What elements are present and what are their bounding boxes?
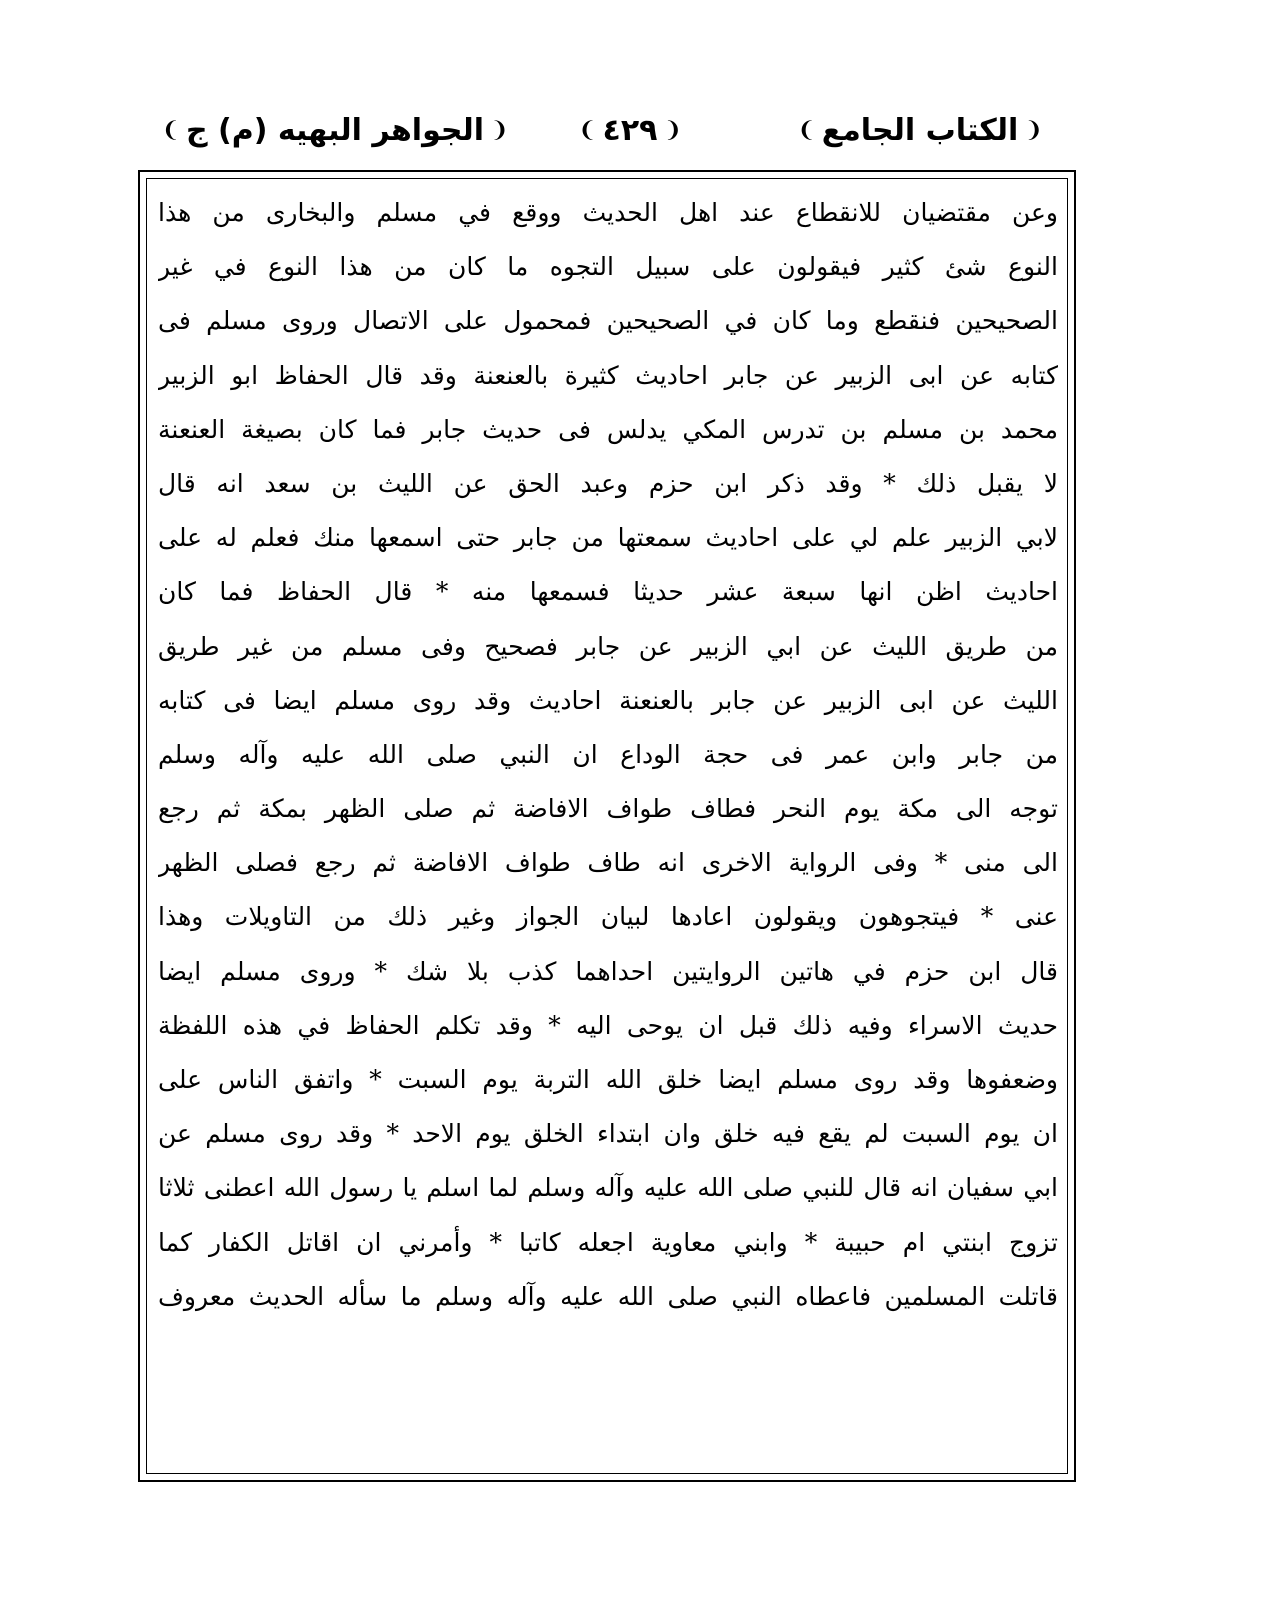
- text-line: محمد بن مسلم بن تدرس المكي يدلس فى حديث جابر فما كان بصيغة العنعنة: [158, 414, 1058, 444]
- text-line: الى منى * وفى الرواية الاخرى انه طاف طواف الافاضة ثم رجع فصلى الظهر: [158, 848, 1058, 878]
- text-line: توجه الى مكة يوم النحر فطاف طواف الافاضة ثم صلى الظهر بمكة ثم رجع: [158, 794, 1058, 824]
- text-line: كتابه عن ابى الزبير عن جابر احاديث كثيرة بالعنعنة وقد قال الحفاظ ابو الزبير: [158, 360, 1058, 390]
- text-line: وعن مقتضيان للانقطاع عند اهل الحديث ووقع في مسلم والبخارى من هذا: [158, 198, 1058, 227]
- page-number: ٤٢٩: [602, 112, 658, 148]
- body-text: [158, 186, 1058, 1466]
- chapter-title: الكتاب الجامع: [821, 112, 1019, 148]
- text-line: من جابر وابن عمر فى حجة الوداع ان النبي صلى الله عليه وآله وسلم: [158, 739, 1058, 769]
- ornament-icon: ❩: [161, 117, 180, 143]
- text-line: من طريق الليث عن ابي الزبير عن جابر فصحيح وفى مسلم من غير طريق: [158, 631, 1058, 661]
- text-line: النوع شئ كثير فيقولون على سبيل التجوه ما كان من هذا النوع في غير: [158, 252, 1058, 282]
- text-line: الصحيحين فنقطع وما كان في الصحيحين فمحمول على الاتصال وروى مسلم فى: [158, 306, 1058, 336]
- running-head-center: [560, 100, 700, 160]
- text-line: لا يقبل ذلك * وقد ذكر ابن حزم وعبد الحق عن الليث بن سعد انه قال: [158, 468, 1058, 498]
- text-line: حديث الاسراء وفيه ذلك قبل ان يوحى اليه * وقد تكلم الحفاظ في هذه اللفظة: [158, 1010, 1058, 1040]
- ornament-icon: ❩: [797, 117, 816, 143]
- ornament-icon: ❨: [1024, 117, 1043, 143]
- book-title: الجواهر البهيه (م) ج: [185, 112, 485, 148]
- text-line: الليث عن ابى الزبير عن جابر بالعنعنة احاديث وقد روى مسلم ايضا فى كتابه: [158, 685, 1058, 715]
- ornament-icon: ❩: [578, 117, 597, 143]
- text-line: وضعفوها وقد روى مسلم ايضا خلق الله التربة يوم السبت * واتفق الناس على: [158, 1065, 1058, 1094]
- running-head-left: [150, 100, 520, 160]
- text-line: لابي الزبير علم لي على احاديث سمعتها من جابر حتى اسمعها منك فعلم له على: [158, 523, 1058, 553]
- ornament-icon: ❨: [490, 117, 509, 143]
- text-line: احاديث اظن انها سبعة عشر حديثا فسمعها منه * قال الحفاظ فما كان: [158, 577, 1058, 607]
- text-line: قاتلت المسلمين فاعطاه النبي صلى الله عليه وآله وسلم ما سأله الحديث معروف: [158, 1281, 1058, 1311]
- text-line: ان يوم السبت لم يقع فيه خلق وان ابتداء الخلق يوم الاحد * وقد روى مسلم عن: [158, 1119, 1058, 1149]
- ornament-icon: ❨: [663, 117, 682, 143]
- text-line: تزوج ابنتي ام حبيبة * وابني معاوية اجعله كاتبا * وأمرني ان اقاتل الكفار كما: [158, 1227, 1058, 1257]
- page-header: [150, 100, 1050, 160]
- text-line: قال ابن حزم في هاتين الروايتين احداهما كذب بلا شك * وروى مسلم ايضا: [158, 956, 1058, 986]
- text-line: ابي سفيان انه قال للنبي صلى الله عليه وآله وسلم لما اسلم يا رسول الله اعطنى ثلاثا: [158, 1173, 1058, 1203]
- text-line: عنى * فيتجوهون ويقولون اعادها لبيان الجواز وغير ذلك من التاويلات وهذا: [158, 902, 1058, 932]
- running-head-right: [790, 100, 1050, 160]
